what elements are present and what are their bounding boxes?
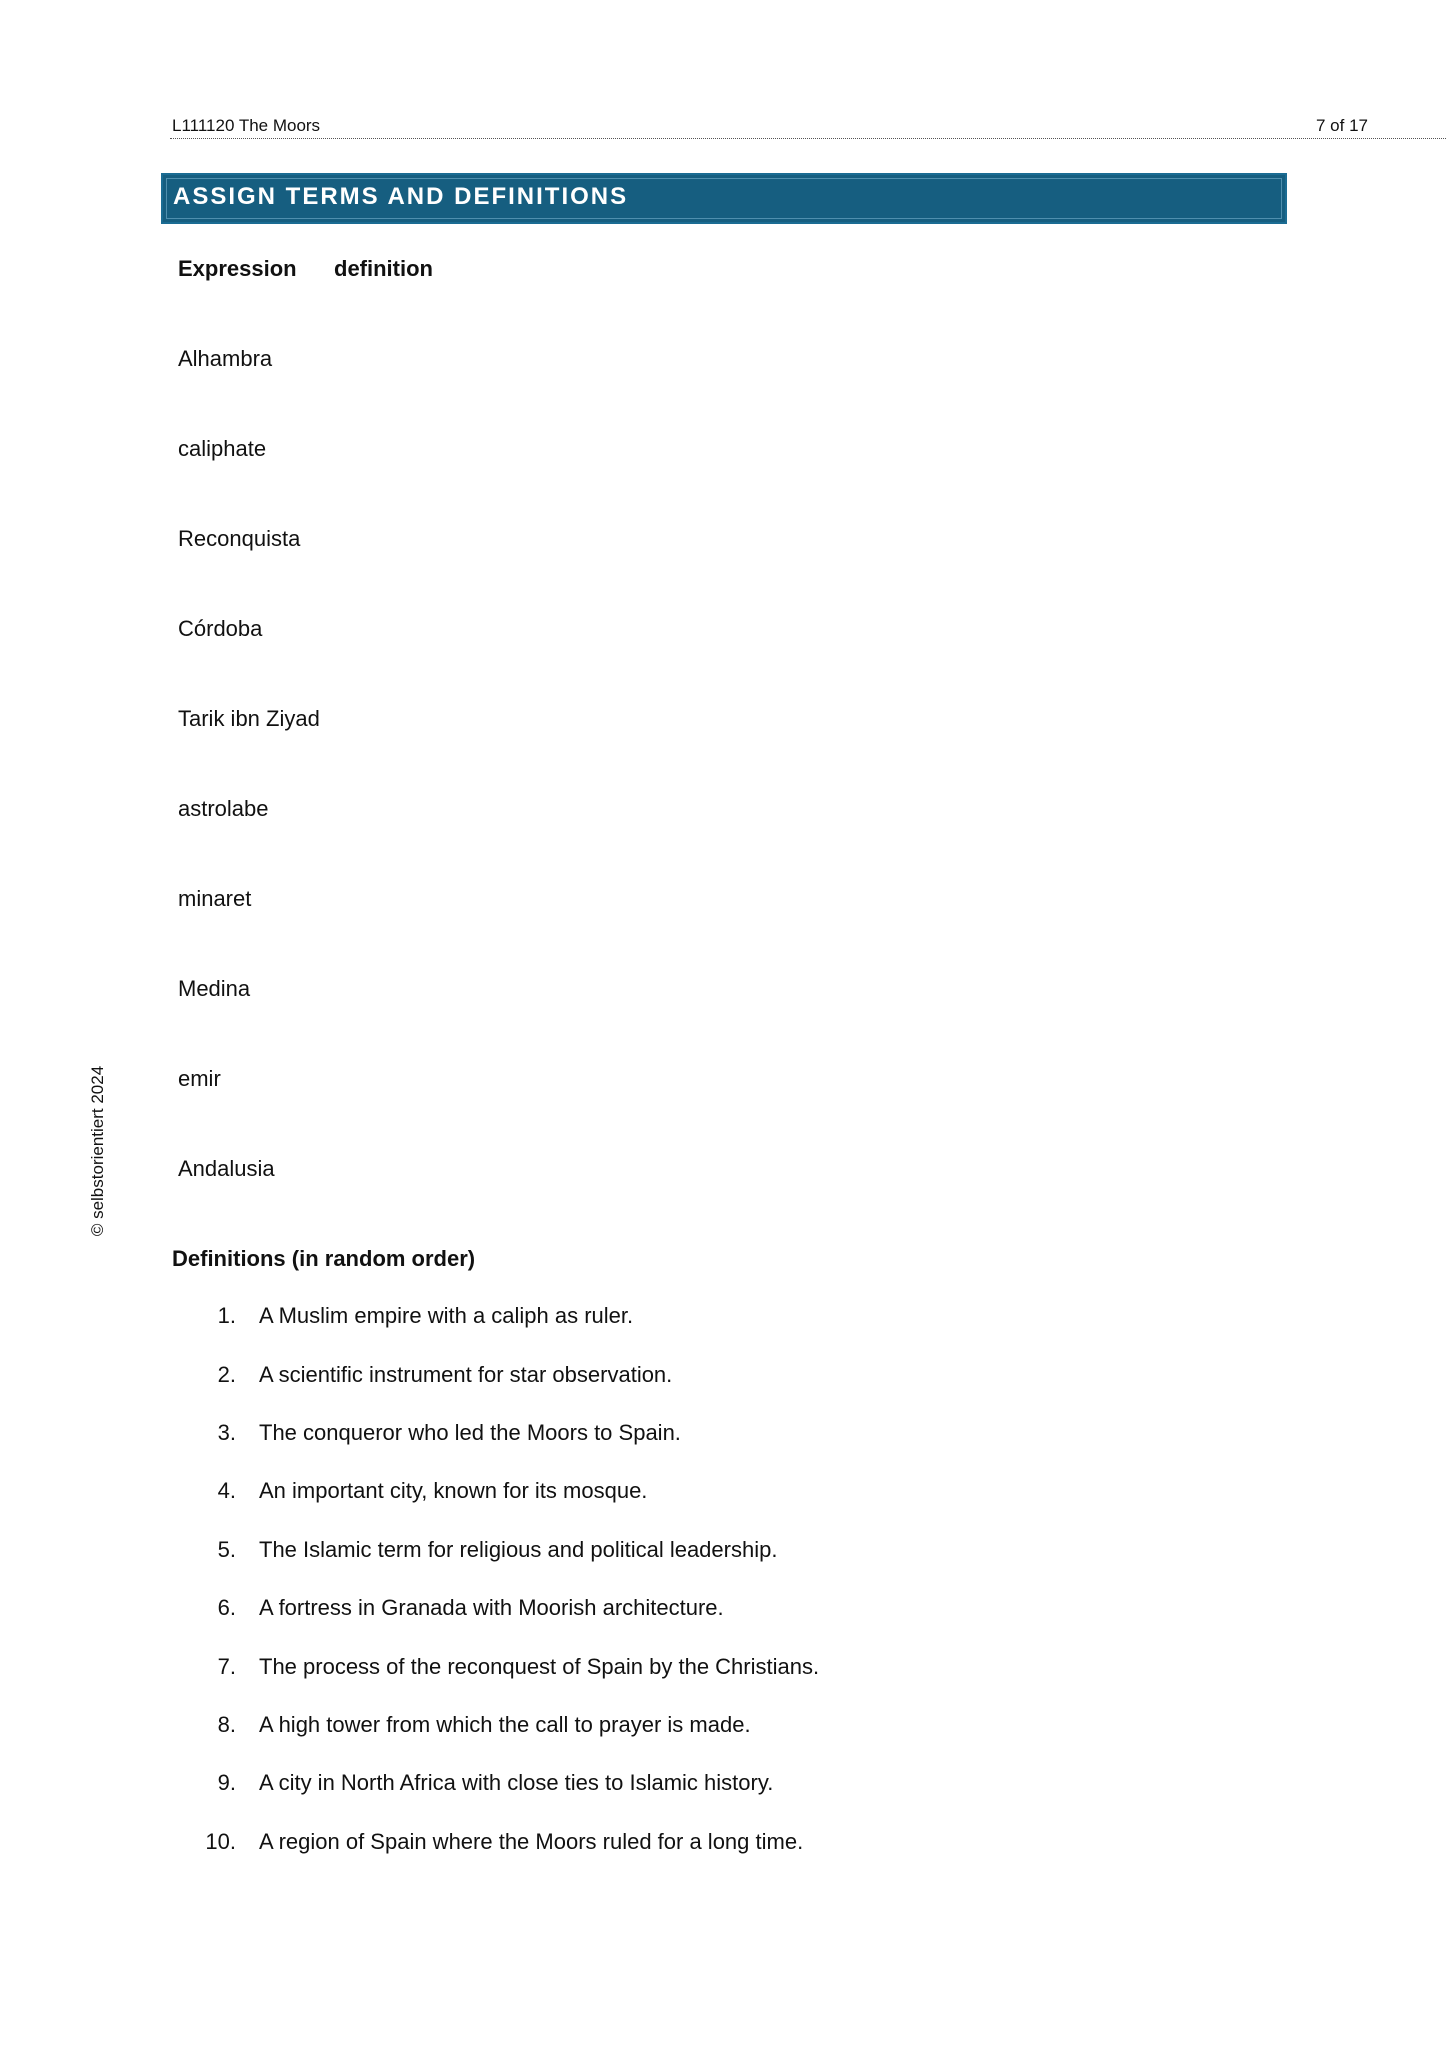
- definition-item: [0, 1420, 1200, 1460]
- definition-number: 2.: [217, 1362, 236, 1387]
- column-header-expression: Expression: [178, 256, 297, 281]
- definition-number: 3.: [217, 1420, 236, 1445]
- definition-text: An important city, known for its mosque.: [259, 1478, 648, 1503]
- definition-text: The process of the reconquest of Spain by the Christians.: [259, 1654, 820, 1679]
- page-number: 7 of 17: [1316, 116, 1368, 135]
- definition-number: 6.: [217, 1595, 236, 1620]
- page-title: ASSIGN TERMS AND DEFINITIONS: [173, 183, 629, 210]
- document-id: L111120 The Moors: [172, 116, 321, 135]
- term-item: emir: [178, 1066, 221, 1091]
- page-header: [170, 112, 1446, 139]
- definition-text: A city in North Africa with close ties to Islamic history.: [259, 1770, 774, 1795]
- definition-item: [0, 1478, 1200, 1518]
- definition-item: [0, 1654, 1200, 1694]
- copyright-text: © selbstorientiert 2024: [88, 1065, 107, 1237]
- definition-text: The Islamic term for religious and political leadership.: [259, 1537, 778, 1562]
- definition-number: 8.: [217, 1712, 236, 1737]
- term-item: Alhambra: [178, 346, 273, 371]
- term-item: astrolabe: [178, 796, 269, 821]
- title-banner: [161, 173, 1287, 224]
- definition-item: [0, 1362, 1200, 1402]
- definition-number: 10.: [205, 1829, 236, 1854]
- definition-item: [0, 1595, 1200, 1635]
- term-item: Tarik ibn Ziyad: [178, 706, 320, 731]
- definition-text: A Muslim empire with a caliph as ruler.: [259, 1303, 634, 1328]
- definition-item: [0, 1537, 1200, 1577]
- term-item: caliphate: [178, 436, 267, 461]
- definition-text: A fortress in Granada with Moorish architecture.: [259, 1595, 724, 1620]
- definition-item: [0, 1712, 1200, 1752]
- term-item: Andalusia: [178, 1156, 275, 1181]
- term-item: Reconquista: [178, 526, 301, 551]
- definition-number: 4.: [217, 1478, 236, 1503]
- definition-item: [0, 1829, 1200, 1869]
- column-header-definition: definition: [334, 256, 433, 281]
- definitions-heading: Definitions (in random order): [172, 1246, 476, 1271]
- definition-text: A region of Spain where the Moors ruled for a long time.: [259, 1829, 804, 1854]
- definition-number: 9.: [217, 1770, 236, 1795]
- term-item: Córdoba: [178, 616, 263, 641]
- definition-number: 5.: [217, 1537, 236, 1562]
- term-item: minaret: [178, 886, 252, 911]
- definition-item: [0, 1303, 1200, 1343]
- term-item: Medina: [178, 976, 251, 1001]
- definition-text: The conqueror who led the Moors to Spain.: [259, 1420, 681, 1445]
- definition-item: [0, 1770, 1200, 1810]
- definition-number: 7.: [217, 1654, 236, 1679]
- definition-text: A high tower from which the call to prayer is made.: [259, 1712, 751, 1737]
- definition-number: 1.: [217, 1303, 236, 1328]
- definition-text: A scientific instrument for star observation.: [259, 1362, 673, 1387]
